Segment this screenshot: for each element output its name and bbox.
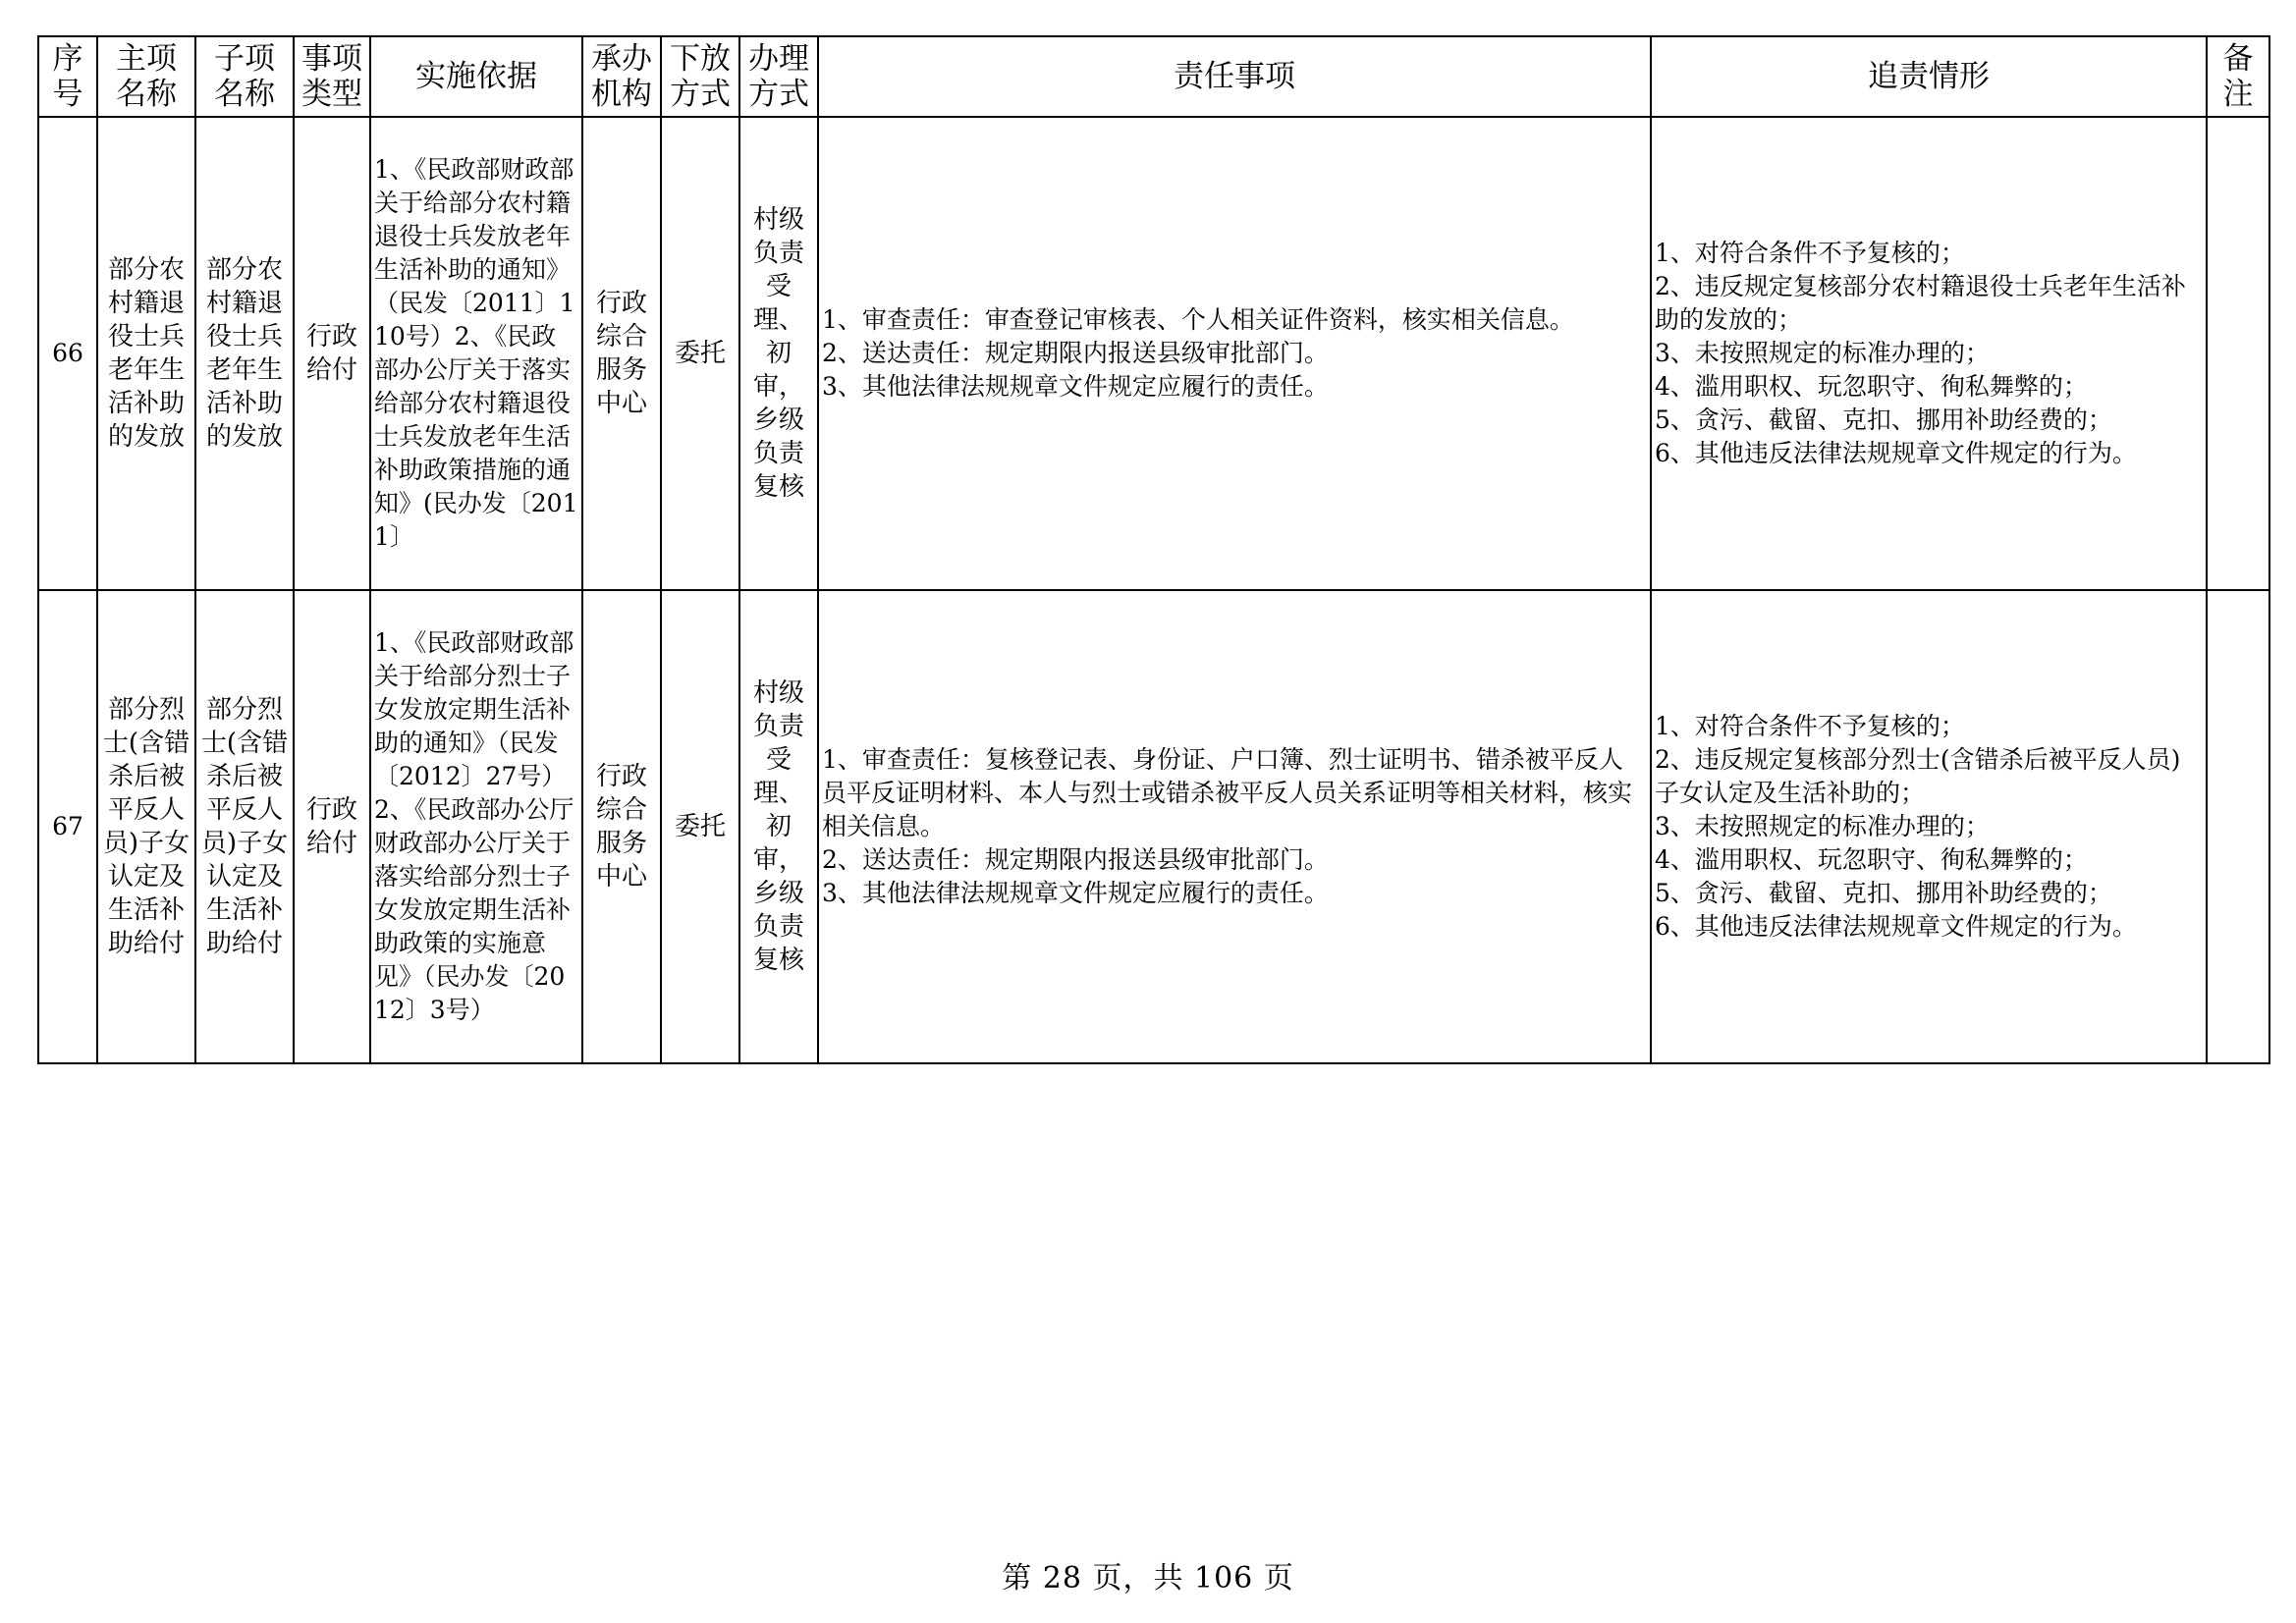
row-remarks xyxy=(2207,117,2269,590)
responsibility-line: 3、其他法律法规规章文件规定应履行的责任。 xyxy=(822,372,1329,401)
row-handling: 村级负责受理、初审，乡级负责复核 xyxy=(739,590,818,1063)
accountability-line: 5、贪污、截留、克扣、挪用补助经费的； xyxy=(1655,879,2112,907)
responsibility-table xyxy=(37,35,2270,1064)
responsibility-line: 1、审查责任：复核登记表、身份证、户口簿、烈士证明书、错杀被平反人员平反证明材料、本人与烈士或错杀被平反人员关系证明等相关材料，核实相关信息。 xyxy=(822,745,1633,840)
row-handling: 村级负责受理、初审，乡级负责复核 xyxy=(739,117,818,590)
responsibility-line: 1、审查责任：审查登记审核表、个人相关证件资料，核实相关信息。 xyxy=(822,305,1574,334)
accountability-line: 3、未按照规定的标准办理的； xyxy=(1655,812,1990,840)
row-basis: 1、《民政部财政部关于给部分烈士子女发放定期生活补助的通知》（民发〔2012〕27号）2、《民政部办公厅财政部办公厅关于落实给部分烈士子女发放定期生活补助政策的实施意见》（民办发〔2012〕3号） xyxy=(370,590,582,1063)
header-type: 事项类型 xyxy=(294,36,370,117)
row-type: 行政给付 xyxy=(294,117,370,590)
responsibility-line: 3、其他法律法规规章文件规定应履行的责任。 xyxy=(822,879,1329,907)
header-main-item: 主项名称 xyxy=(97,36,195,117)
row-delegation: 委托 xyxy=(661,590,739,1063)
header-accountability: 追责情形 xyxy=(1651,36,2207,117)
responsibility-line: 2、送达责任：规定期限内报送县级审批部门。 xyxy=(822,845,1329,874)
row-accountability xyxy=(1651,590,2207,1063)
row-responsibilities xyxy=(818,590,1651,1063)
row-sub-item: 部分烈士(含错杀后被平反人员)子女认定及生活补助给付 xyxy=(195,590,294,1063)
header-handling: 办理方式 xyxy=(739,36,818,117)
accountability-line: 5、贪污、截留、克扣、挪用补助经费的； xyxy=(1655,406,2112,434)
row-delegation: 委托 xyxy=(661,117,739,590)
table-row xyxy=(38,117,2269,590)
accountability-line: 6、其他违反法律法规规章文件规定的行为。 xyxy=(1655,912,2137,941)
header-responsibilities: 责任事项 xyxy=(818,36,1651,117)
accountability-line: 2、违反规定复核部分农村籍退役士兵老年生活补助的发放的； xyxy=(1655,272,2186,334)
header-seq: 序号 xyxy=(38,36,97,117)
row-main-item: 部分农村籍退役士兵老年生活补助的发放 xyxy=(97,117,195,590)
row-seq: 67 xyxy=(38,590,97,1063)
responsibility-line: 2、送达责任：规定期限内报送县级审批部门。 xyxy=(822,339,1329,367)
row-basis: 1、《民政部财政部关于给部分农村籍退役士兵发放老年生活补助的通知》（民发〔2011〕110号）2、《民政部办公厅关于落实给部分农村籍退役士兵发放老年生活补助政策措施的通知》(民办发〔2011〕 xyxy=(370,117,582,590)
header-row xyxy=(38,36,2269,117)
page-footer: 第 28 页，共 106 页 xyxy=(1002,1561,1294,1596)
header-org: 承办机构 xyxy=(582,36,661,117)
row-responsibilities xyxy=(818,117,1651,590)
header-basis: 实施依据 xyxy=(370,36,582,117)
row-accountability xyxy=(1651,117,2207,590)
table-row xyxy=(38,590,2269,1063)
row-type: 行政给付 xyxy=(294,590,370,1063)
accountability-line: 2、违反规定复核部分烈士(含错杀后被平反人员)子女认定及生活补助的； xyxy=(1655,745,2181,807)
row-main-item: 部分烈士(含错杀后被平反人员)子女认定及生活补助给付 xyxy=(97,590,195,1063)
header-sub-item: 子项名称 xyxy=(195,36,294,117)
header-delegation: 下放方式 xyxy=(661,36,739,117)
accountability-line: 4、滥用职权、玩忽职守、徇私舞弊的； xyxy=(1655,845,2088,874)
row-seq: 66 xyxy=(38,117,97,590)
header-remarks: 备注 xyxy=(2207,36,2269,117)
accountability-line: 6、其他违反法律法规规章文件规定的行为。 xyxy=(1655,439,2137,467)
row-org: 行政综合服务中心 xyxy=(582,590,661,1063)
accountability-line: 1、对符合条件不予复核的； xyxy=(1655,239,1965,267)
row-sub-item: 部分农村籍退役士兵老年生活补助的发放 xyxy=(195,117,294,590)
accountability-line: 1、对符合条件不予复核的； xyxy=(1655,712,1965,740)
row-remarks xyxy=(2207,590,2269,1063)
accountability-line: 4、滥用职权、玩忽职守、徇私舞弊的； xyxy=(1655,372,2088,401)
accountability-line: 3、未按照规定的标准办理的； xyxy=(1655,339,1990,367)
row-org: 行政综合服务中心 xyxy=(582,117,661,590)
